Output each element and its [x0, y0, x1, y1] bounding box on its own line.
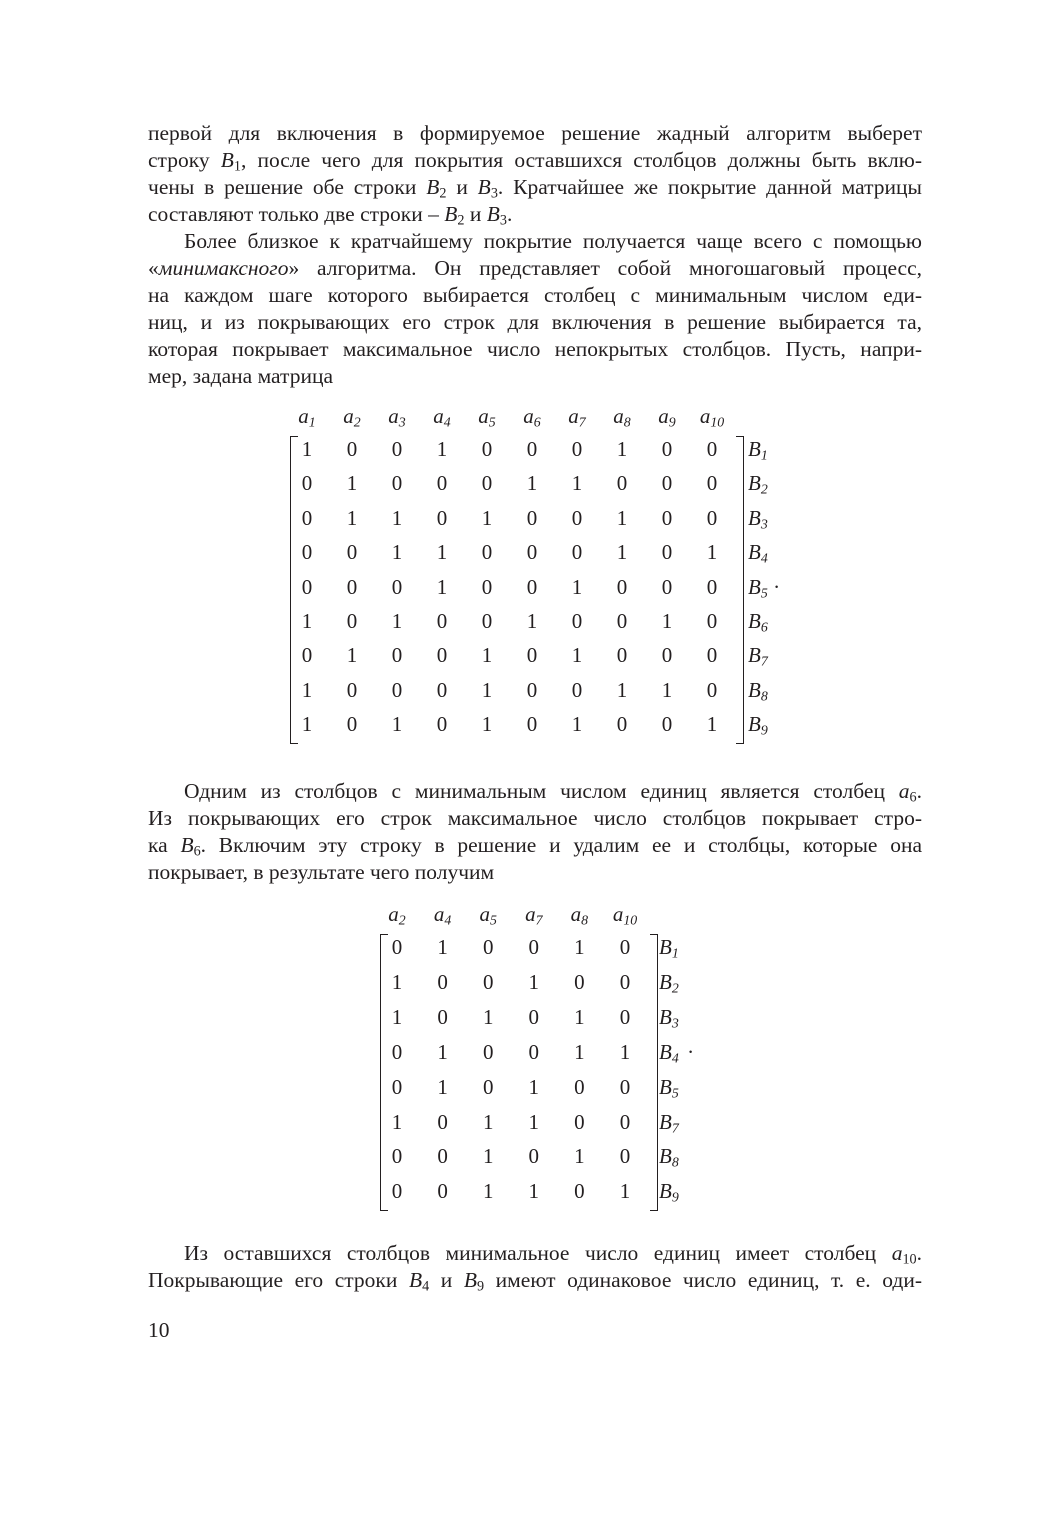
text-line: чены в решение обе строки $B_2$ и $B_3$. Кратчайшее же покрытие данной матрицы — [148, 175, 922, 201]
matrix-row-label: $B_8$ — [659, 1144, 679, 1170]
matrix-cell: 1 — [706, 712, 718, 737]
matrix-cell: 1 — [482, 1004, 494, 1029]
matrix-cell: 0 — [346, 540, 358, 565]
matrix-cell: 1 — [571, 643, 583, 668]
matrix-cell: 0 — [616, 643, 628, 668]
matrix-cell: 0 — [571, 505, 583, 530]
matrix-cell: 1 — [391, 1109, 403, 1134]
text-line: ка $B_6$. Включим эту строку в решение и удалим ее и столбцы, которые она — [148, 833, 922, 859]
matrix-cell: 0 — [436, 643, 448, 668]
matrix-cell: 0 — [391, 1179, 403, 1204]
text-line: Из покрывающих его строк максимальное число столбцов покрывает стро- — [148, 806, 922, 830]
matrix-cell: 1 — [528, 1109, 540, 1134]
matrix-cell: 1 — [437, 1074, 448, 1099]
matrix-cell: 0 — [346, 574, 358, 599]
matrix-cell: 0 — [391, 1039, 403, 1064]
text-line: Более близкое к кратчайшему покрытие получается чаще всего с помощью — [184, 229, 922, 253]
matrix-column-header: $a_{10}$ — [699, 404, 725, 430]
matrix-cell: 1 — [346, 471, 358, 496]
matrix-cell: 0 — [706, 574, 718, 599]
matrix-cell: 1 — [391, 1004, 403, 1029]
matrix-cell: 0 — [619, 935, 631, 959]
paragraph-4 — [148, 1240, 922, 1294]
text-line: Покрывающие его строки $B_4$ и $B_9$ имеют одинаковое число единиц, т. е. оди- — [148, 1268, 922, 1294]
matrix-column-header: $a_7$ — [525, 902, 543, 928]
matrix-cell: 0 — [482, 969, 494, 994]
matrix-cell: 0 — [436, 609, 448, 633]
matrix-column-header: $a_3$ — [388, 404, 406, 430]
matrix-cell: 0 — [616, 471, 628, 496]
matrix-trailing-period: . — [774, 568, 780, 593]
matrix-cell: 0 — [619, 1074, 631, 1099]
matrix-cell: 1 — [437, 1039, 448, 1064]
matrix-cell: 0 — [301, 643, 313, 668]
matrix-cell: 1 — [574, 935, 585, 959]
matrix-cell: 1 — [437, 935, 448, 959]
matrix-cell: 0 — [391, 643, 403, 668]
matrix-cell: 0 — [661, 574, 673, 599]
matrix-row-label: $B_2$ — [659, 969, 679, 996]
matrix-row-label: $B_7$ — [659, 1109, 679, 1135]
matrix-cell: 1 — [616, 540, 628, 565]
matrix-cell: 1 — [619, 1179, 631, 1204]
matrix-cell: 0 — [391, 1144, 403, 1169]
matrix-cell: 0 — [301, 540, 313, 565]
matrix-cell: 1 — [481, 505, 493, 530]
matrix-cell: 0 — [301, 574, 313, 599]
matrix-cell: 1 — [346, 505, 358, 530]
matrix-cell: 1 — [481, 712, 493, 737]
matrix-column-header: $a_8$ — [570, 902, 589, 928]
matrix-cell: 0 — [574, 1074, 585, 1099]
matrix-cell: 0 — [661, 471, 673, 496]
matrix-row-label: $B_6$ — [748, 609, 768, 635]
matrix-cell: 1 — [482, 1179, 494, 1204]
text-line: покрывает, в результате чего получим — [148, 860, 495, 884]
matrix-cell: 1 — [661, 677, 673, 702]
matrix-cell: 1 — [391, 540, 403, 565]
text-line: мер, задана матрица — [148, 364, 333, 388]
matrix-cell: 0 — [436, 505, 448, 530]
matrix-cell: 1 — [481, 643, 493, 668]
matrix-row-label: $B_4$ — [659, 1039, 679, 1066]
matrix-column-header: $a_2$ — [388, 902, 406, 928]
text-line: первой для включения в формируемое решение жадный алгоритм выберет — [148, 121, 922, 145]
matrix-cell: 0 — [706, 437, 718, 461]
matrix-cell: 0 — [437, 1004, 448, 1029]
matrix-cell: 0 — [619, 969, 631, 994]
matrix-cell: 1 — [571, 471, 583, 496]
matrix-cell: 1 — [526, 471, 538, 496]
matrix-column-header: $a_6$ — [523, 404, 541, 430]
matrix-cell: 1 — [301, 677, 313, 702]
matrix-cell: 0 — [571, 540, 583, 565]
matrix-cell: 0 — [661, 643, 673, 668]
matrix-cell: 0 — [616, 574, 628, 599]
matrix-cell: 0 — [481, 471, 493, 496]
matrix-cell: 0 — [616, 609, 628, 633]
text-line: на каждом шаге которого выбирается столбец с минимальным числом еди- — [148, 283, 922, 307]
paragraph-3 — [148, 778, 922, 886]
matrix-cell: 1 — [528, 1074, 540, 1099]
matrix-trailing-period: . — [688, 1033, 694, 1058]
text-line: ниц, и из покрывающих его строк для включения в решение выбирается та, — [148, 310, 922, 334]
matrix-cell: 0 — [706, 609, 718, 633]
matrix-cell: 1 — [482, 1144, 494, 1169]
matrix-cell: 0 — [526, 505, 538, 530]
matrix-cell: 0 — [526, 677, 538, 702]
matrix-cell: 1 — [346, 643, 358, 668]
matrix-cell: 1 — [571, 574, 583, 599]
matrix-cell: 1 — [526, 609, 538, 633]
matrix-cell: 1 — [436, 574, 448, 599]
matrix-row-label: $B_9$ — [748, 712, 768, 738]
matrix-cell: 0 — [661, 505, 673, 530]
matrix-column-header: $a_5$ — [479, 902, 497, 928]
text-line: Одним из столбцов с минимальным числом единиц является столбец $a_6$. — [184, 779, 922, 805]
matrix-cell: 1 — [391, 712, 403, 737]
matrix-column-header: $a_4$ — [433, 902, 452, 928]
matrix-cell: 1 — [528, 969, 540, 994]
matrix-cell: 1 — [436, 540, 448, 565]
matrix-cell: 0 — [574, 969, 585, 994]
matrix-cell: 0 — [619, 1004, 631, 1029]
matrix-cell: 0 — [301, 505, 313, 530]
matrix-cell: 1 — [301, 609, 313, 633]
matrix-column-header: $a_9$ — [658, 404, 676, 430]
text-line: Из оставшихся столбцов минимальное число единиц имеет столбец $a_{10}$. — [184, 1241, 922, 1267]
matrix-cell: 0 — [528, 1004, 540, 1029]
matrix-row-label: $B_7$ — [748, 643, 768, 669]
matrix-cell: 0 — [571, 609, 583, 633]
matrix-cell: 0 — [526, 540, 538, 565]
matrix-cell: 0 — [619, 1109, 631, 1134]
matrix-cell: 0 — [346, 437, 358, 461]
matrix-cell: 0 — [526, 712, 538, 737]
matrix-cell: 0 — [436, 471, 448, 496]
matrix-row-label: $B_4$ — [748, 540, 768, 566]
matrix-cell: 1 — [391, 505, 403, 530]
matrix-cell: 0 — [391, 1074, 403, 1099]
matrix-cell: 1 — [616, 437, 628, 461]
matrix-column-header: $a_5$ — [478, 404, 496, 430]
matrix-cell: 1 — [436, 437, 448, 461]
matrix-cell: 0 — [571, 677, 583, 702]
matrix-cell: 0 — [526, 437, 538, 461]
matrix-row-label: $B_1$ — [748, 437, 768, 463]
matrix-cell: 0 — [391, 677, 403, 702]
matrix-cell: 1 — [571, 712, 583, 737]
text-line: «минимаксного» алгоритма. Он представляет собой многошаговый процесс, — [148, 256, 922, 280]
matrix-column-header: $a_{10}$ — [612, 902, 638, 928]
matrix-right-bracket — [736, 436, 744, 744]
matrix-cell: 0 — [346, 712, 358, 737]
matrix-cell: 0 — [528, 935, 540, 959]
matrix-column-header: $a_2$ — [343, 404, 361, 430]
matrix-cell: 0 — [528, 1144, 540, 1169]
matrix-row-label: $B_9$ — [659, 1179, 679, 1205]
matrix-cell: 0 — [391, 471, 403, 496]
matrix-column-header: $a_8$ — [613, 404, 631, 430]
matrix-cell: 0 — [661, 712, 673, 737]
matrix-left-bracket — [380, 934, 388, 1211]
paragraph-1 — [148, 120, 922, 228]
matrix-cell: 0 — [482, 1074, 494, 1099]
matrix-cell: 1 — [574, 1004, 585, 1029]
matrix-cell: 0 — [481, 609, 493, 633]
text-line: которая покрывает максимальное число непокрытых столбцов. Пусть, напри- — [148, 337, 922, 361]
matrix-cell: 1 — [391, 969, 403, 994]
text-line: составляют только две строки – $B_2$ и $B_3$. — [148, 202, 513, 229]
paragraph-2 — [148, 228, 922, 390]
matrix-row-label: $B_1$ — [659, 935, 679, 961]
matrix-cell: 0 — [482, 1039, 494, 1064]
matrix-cell: 0 — [706, 677, 718, 702]
matrix-cell: 1 — [616, 677, 628, 702]
matrix-cell: 0 — [346, 677, 358, 702]
matrix-cell: 0 — [437, 969, 448, 994]
matrix-cell: 0 — [391, 574, 403, 599]
matrix-column-header: $a_7$ — [568, 404, 586, 430]
matrix-row-label: $B_5$ — [659, 1074, 679, 1101]
matrix-cell: 0 — [706, 643, 718, 668]
matrix-column-header: $a_1$ — [298, 404, 316, 430]
page-number: 10 — [148, 1318, 170, 1342]
matrix-cell: 0 — [481, 437, 493, 461]
matrix-row-label: $B_3$ — [748, 505, 768, 532]
matrix-cell: 1 — [301, 712, 313, 737]
matrix-cell: 1 — [301, 437, 313, 461]
matrix-cell: 0 — [437, 1109, 448, 1134]
matrix-cell: 0 — [526, 643, 538, 668]
matrix-cell: 1 — [391, 609, 403, 633]
matrix-column-header: $a_4$ — [433, 404, 451, 430]
matrix-row-label: $B_3$ — [659, 1004, 679, 1031]
text-line: строку $B_1$, после чего для покрытия оставшихся столбцов должны быть вклю- — [148, 148, 922, 174]
matrix-cell: 0 — [574, 1179, 585, 1204]
matrix-cell: 0 — [437, 1179, 448, 1204]
matrix-cell: 0 — [481, 540, 493, 565]
matrix-cell: 0 — [706, 471, 718, 496]
matrix-cell: 0 — [619, 1144, 631, 1169]
matrix-cell: 0 — [436, 712, 448, 737]
matrix-cell: 1 — [619, 1039, 631, 1064]
matrix-cell: 0 — [391, 935, 403, 959]
matrix-cell: 0 — [526, 574, 538, 599]
matrix-cell: 0 — [661, 540, 673, 565]
matrix-cell: 1 — [574, 1144, 585, 1169]
matrix-cell: 1 — [481, 677, 493, 702]
matrix-row-label: $B_5$ — [748, 574, 768, 601]
matrix-cell: 0 — [346, 609, 358, 633]
matrix-cell: 0 — [481, 574, 493, 599]
matrix-cell: 1 — [574, 1039, 585, 1064]
matrix-cell: 0 — [301, 471, 313, 496]
matrix-cell: 0 — [482, 935, 494, 959]
matrix-cell: 1 — [482, 1109, 494, 1134]
matrix-row-label: $B_8$ — [748, 677, 768, 704]
matrix-cell: 1 — [616, 505, 628, 530]
matrix-cell: 0 — [437, 1144, 448, 1169]
matrix-cell: 0 — [528, 1039, 540, 1064]
matrix-cell: 0 — [616, 712, 628, 737]
matrix-cell: 0 — [571, 437, 583, 461]
matrix-cell: 0 — [661, 437, 673, 461]
matrix-row-label: $B_2$ — [748, 471, 768, 497]
matrix-cell: 0 — [706, 505, 718, 530]
matrix-cell: 1 — [661, 609, 673, 633]
matrix-cell: 1 — [528, 1179, 540, 1204]
matrix-right-bracket — [650, 934, 658, 1211]
matrix-cell: 1 — [706, 540, 718, 565]
matrix-cell: 0 — [436, 677, 448, 702]
matrix-left-bracket — [290, 436, 298, 744]
matrix-cell: 0 — [391, 437, 403, 461]
matrix-cell: 0 — [574, 1109, 585, 1134]
